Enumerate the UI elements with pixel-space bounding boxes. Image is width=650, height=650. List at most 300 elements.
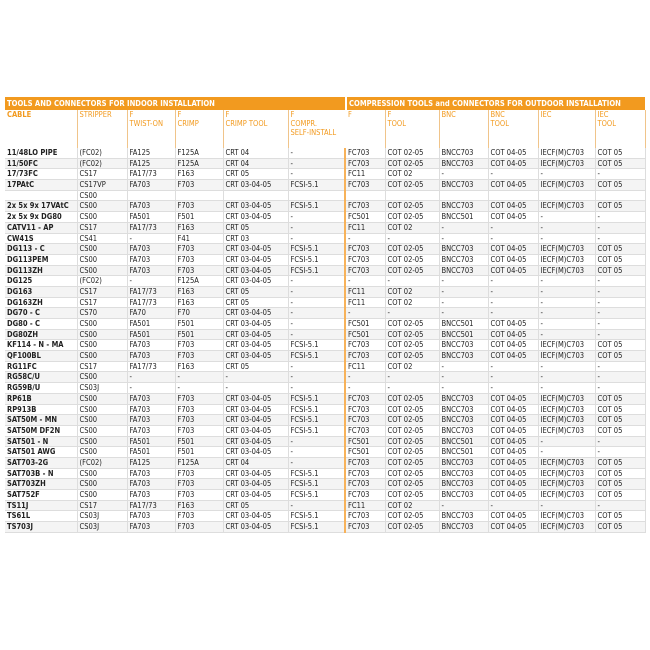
table-cell: -: [439, 286, 488, 297]
table-cell: CS00: [77, 415, 127, 426]
table-cell: FA703: [127, 490, 175, 501]
table-row: [5, 500, 645, 511]
column-header: BNC: [439, 110, 488, 148]
table-cell: -: [288, 383, 345, 394]
table-cell: CS00: [77, 404, 127, 415]
cable-cell: 17PAtC: [5, 180, 77, 191]
table-cell: IECF(M)C703: [538, 148, 595, 158]
table-cell: COT 05: [595, 490, 645, 501]
table-cell: [175, 190, 223, 201]
table-cell: CS17: [77, 222, 127, 233]
table-row: [5, 212, 645, 223]
table-cell: -: [595, 169, 645, 180]
table-cell: -: [127, 233, 175, 244]
table-cell: -: [288, 361, 345, 372]
cable-cell: TS61L: [5, 511, 77, 522]
table-cell: FA703: [127, 340, 175, 351]
cable-cell: SAT703-2G: [5, 457, 77, 468]
cable-cell: DG113PEM: [5, 254, 77, 265]
table-cell: COT 02-05: [385, 479, 439, 490]
table-cell: -: [595, 383, 645, 394]
table-cell: -: [538, 372, 595, 383]
table-cell: CS00: [77, 436, 127, 447]
table-cell: CRT 05: [223, 169, 288, 180]
table-cell: F703: [175, 415, 223, 426]
table-cell: F703: [175, 254, 223, 265]
table-cell: CRT 03-04-05: [223, 329, 288, 340]
table-row: [5, 276, 645, 287]
table-cell: -: [288, 233, 345, 244]
table-cell: CRT 03-04-05: [223, 479, 288, 490]
table-cell: -: [488, 286, 538, 297]
table-cell: -: [488, 372, 538, 383]
table-cell: [223, 190, 288, 201]
column-header: F TOOL: [385, 110, 439, 148]
table-cell: COT 02: [385, 286, 439, 297]
table-cell: F703: [175, 201, 223, 212]
table-row: [5, 372, 645, 383]
column-header: F CRIMP TOOL: [223, 110, 288, 148]
table-cell: COT 04-05: [488, 479, 538, 490]
table-cell: F163: [175, 500, 223, 511]
table-row: [5, 415, 645, 426]
table-cell: CS00: [77, 479, 127, 490]
table-cell: CS00: [77, 340, 127, 351]
table-row: [5, 201, 645, 212]
table-cell: -: [288, 158, 345, 169]
table-cell: COT 02: [385, 361, 439, 372]
table-cell: COT 02-05: [385, 329, 439, 340]
table-cell: -: [345, 372, 385, 383]
table-cell: -: [595, 297, 645, 308]
table-cell: COT 02-05: [385, 201, 439, 212]
table-cell: -: [288, 319, 345, 330]
table-cell: BNCC703: [439, 340, 488, 351]
table-cell: FC703: [345, 201, 385, 212]
cable-cell: RP913B: [5, 404, 77, 415]
table-cell: FC703: [345, 404, 385, 415]
column-header: IEC: [538, 110, 595, 148]
table-cell: -: [439, 169, 488, 180]
table-row: [5, 351, 645, 362]
table-cell: -: [439, 308, 488, 319]
table-cell: CS03J: [77, 383, 127, 394]
table-cell: -: [288, 286, 345, 297]
table-cell: -: [488, 222, 538, 233]
table-cell: COT 02-05: [385, 148, 439, 158]
table-cell: F163: [175, 361, 223, 372]
cable-cell: RG11FC: [5, 361, 77, 372]
table-cell: -: [595, 276, 645, 287]
cable-cell: SAT703ZH: [5, 479, 77, 490]
table-cell: (FC02): [77, 148, 127, 158]
table-cell: COT 05: [595, 415, 645, 426]
table-cell: CS17: [77, 169, 127, 180]
table-cell: COT 02: [385, 500, 439, 511]
table-cell: F125A: [175, 457, 223, 468]
table-cell: CRT 03-04-05: [223, 511, 288, 522]
table-cell: FC703: [345, 425, 385, 436]
table-cell: F703: [175, 340, 223, 351]
table-row: [5, 180, 645, 191]
table-cell: -: [345, 233, 385, 244]
table-cell: CS17: [77, 297, 127, 308]
table-cell: CRT 03-04-05: [223, 244, 288, 255]
table-cell: FCSI-5.1: [288, 393, 345, 404]
column-header: F COMPR. SELF-INSTALL: [288, 110, 345, 148]
table-cell: FC703: [345, 415, 385, 426]
table-cell: COT 02-05: [385, 351, 439, 362]
table-cell: BNCC501: [439, 436, 488, 447]
table-row: [5, 522, 645, 533]
table-cell: CS00: [77, 201, 127, 212]
column-header: F CRIMP: [175, 110, 223, 148]
table-cell: -: [488, 500, 538, 511]
table-cell: IECF(M)C703: [538, 511, 595, 522]
table-cell: COT 05: [595, 244, 645, 255]
table-cell: BNCC703: [439, 425, 488, 436]
cable-cell: KF114 - N - MA: [5, 340, 77, 351]
table-cell: FC11: [345, 500, 385, 511]
table-cell: F163: [175, 286, 223, 297]
table-cell: F163: [175, 169, 223, 180]
table-cell: COT 04-05: [488, 158, 538, 169]
table-row: [5, 393, 645, 404]
table-cell: F501: [175, 447, 223, 458]
table-row: [5, 329, 645, 340]
table-row: [5, 479, 645, 490]
table-cell: COT 02-05: [385, 212, 439, 223]
table-cell: COT 04-05: [488, 425, 538, 436]
table-cell: COT 05: [595, 340, 645, 351]
table-cell: COT 05: [595, 522, 645, 533]
table-cell: FA501: [127, 447, 175, 458]
cable-cell: SAT501 - N: [5, 436, 77, 447]
table-row: [5, 244, 645, 255]
table-cell: (FC02): [77, 276, 127, 287]
table-cell: CRT 03-04-05: [223, 340, 288, 351]
table-cell: -: [439, 222, 488, 233]
table-cell: F501: [175, 319, 223, 330]
table-cell: BNCC703: [439, 490, 488, 501]
table-cell: CRT 05: [223, 500, 288, 511]
table-cell: CS00: [77, 447, 127, 458]
table-cell: -: [439, 233, 488, 244]
table-cell: COT 02: [385, 297, 439, 308]
table-cell: FA703: [127, 415, 175, 426]
table-cell: FC703: [345, 457, 385, 468]
table-cell: -: [595, 500, 645, 511]
table-cell: FA125: [127, 158, 175, 169]
table-cell: FA70: [127, 308, 175, 319]
cable-cell: SAT703B - N: [5, 468, 77, 479]
table-cell: COT 02-05: [385, 415, 439, 426]
table-cell: FCSI-5.1: [288, 180, 345, 191]
column-header: IEC TOOL: [595, 110, 645, 148]
table-cell: BNCC501: [439, 447, 488, 458]
cable-cell: CATV11 - AP: [5, 222, 77, 233]
table-cell: BNCC703: [439, 148, 488, 158]
table-row: [5, 383, 645, 394]
table-cell: -: [288, 436, 345, 447]
table-cell: -: [439, 383, 488, 394]
table-cell: FC501: [345, 319, 385, 330]
table-cell: FC703: [345, 522, 385, 533]
table-cell: -: [595, 319, 645, 330]
table-cell: FC501: [345, 329, 385, 340]
table-cell: F703: [175, 425, 223, 436]
table-cell: F703: [175, 490, 223, 501]
table-cell: COT 04-05: [488, 212, 538, 223]
table-cell: COT 04-05: [488, 265, 538, 276]
table-cell: (FC02): [77, 158, 127, 169]
table-cell: F703: [175, 479, 223, 490]
table-cell: F125A: [175, 276, 223, 287]
table-cell: COT 04-05: [488, 522, 538, 533]
table-cell: CS00: [77, 212, 127, 223]
table-cell: CS03J: [77, 522, 127, 533]
table-cell: CRT 03-04-05: [223, 308, 288, 319]
table-cell: -: [595, 436, 645, 447]
table-cell: -: [223, 383, 288, 394]
table-cell: FA501: [127, 436, 175, 447]
table-cell: -: [439, 361, 488, 372]
table-cell: COT 02: [385, 222, 439, 233]
table-row: [5, 404, 645, 415]
table-cell: IECF(M)C703: [538, 457, 595, 468]
connector-table: [5, 110, 646, 533]
cable-cell: 11/48LO PIPE: [5, 148, 77, 158]
table-cell: FC11: [345, 222, 385, 233]
table-cell: -: [385, 372, 439, 383]
table-cell: COT 05: [595, 468, 645, 479]
table-cell: IECF(M)C703: [538, 393, 595, 404]
table-cell: -: [595, 233, 645, 244]
table-cell: -: [538, 308, 595, 319]
table-cell: -: [538, 383, 595, 394]
table-cell: -: [288, 329, 345, 340]
table-cell: FCSI-5.1: [288, 511, 345, 522]
table-cell: -: [488, 297, 538, 308]
table-cell: IECF(M)C703: [538, 265, 595, 276]
table-header-row: [5, 110, 645, 148]
table-cell: BNCC703: [439, 415, 488, 426]
table-cell: -: [288, 297, 345, 308]
table-cell: -: [595, 361, 645, 372]
table-cell: COT 05: [595, 393, 645, 404]
table-cell: -: [175, 372, 223, 383]
table-cell: FCSI-5.1: [288, 201, 345, 212]
table-cell: COT 02-05: [385, 180, 439, 191]
cable-cell: DG125: [5, 276, 77, 287]
table-cell: F41: [175, 233, 223, 244]
cable-cell: QF100BL: [5, 351, 77, 362]
table-cell: -: [488, 361, 538, 372]
table-cell: COT 02-05: [385, 319, 439, 330]
cable-cell: 11/50FC: [5, 158, 77, 169]
table-cell: FC703: [345, 148, 385, 158]
table-cell: CRT 03-04-05: [223, 447, 288, 458]
table-cell: COT 05: [595, 180, 645, 191]
column-header: F TWIST-ON: [127, 110, 175, 148]
table-cell: FCSI-5.1: [288, 340, 345, 351]
table-row: [5, 447, 645, 458]
table-cell: F703: [175, 468, 223, 479]
table-cell: -: [538, 297, 595, 308]
table-cell: CRT 03-04-05: [223, 522, 288, 533]
table-row: [5, 148, 645, 158]
table-cell: FA703: [127, 244, 175, 255]
table-cell: BNCC501: [439, 319, 488, 330]
table-cell: FA125: [127, 457, 175, 468]
table-cell: COT 04-05: [488, 329, 538, 340]
table-cell: FC703: [345, 340, 385, 351]
table-cell: IECF(M)C703: [538, 340, 595, 351]
cable-cell: DG113ZH: [5, 265, 77, 276]
table-row: [5, 190, 645, 201]
table-cell: FC703: [345, 158, 385, 169]
table-cell: CS00: [77, 393, 127, 404]
table-cell: FA17/73: [127, 222, 175, 233]
table-cell: FA703: [127, 254, 175, 265]
outdoor-section-title: COMPRESSION TOOLS and CONNECTORS FOR OUTDOOR INSTALLATION: [347, 97, 645, 110]
table-cell: COT 02-05: [385, 447, 439, 458]
column-header: F: [345, 110, 385, 148]
cable-cell: RG58C/U: [5, 372, 77, 383]
table-cell: [127, 190, 175, 201]
cable-cell: DG70 - C: [5, 308, 77, 319]
table-cell: COT 04-05: [488, 415, 538, 426]
cable-cell: 2x 5x 9x 17VAtC: [5, 201, 77, 212]
table-cell: CRT 03: [223, 233, 288, 244]
table-cell: FC703: [345, 468, 385, 479]
column-header: STRIPPER: [77, 110, 127, 148]
table-cell: -: [538, 286, 595, 297]
table-cell: COT 05: [595, 158, 645, 169]
table-cell: IECF(M)C703: [538, 468, 595, 479]
table-cell: -: [595, 286, 645, 297]
compatibility-sheet: [5, 97, 645, 533]
table-cell: -: [288, 276, 345, 287]
table-cell: BNCC703: [439, 254, 488, 265]
table-cell: FC11: [345, 361, 385, 372]
table-cell: COT 02-05: [385, 511, 439, 522]
table-cell: -: [488, 233, 538, 244]
table-cell: -: [288, 447, 345, 458]
table-cell: BNCC703: [439, 351, 488, 362]
table-cell: -: [385, 233, 439, 244]
table-cell: COT 04-05: [488, 457, 538, 468]
table-cell: -: [288, 169, 345, 180]
table-cell: FA703: [127, 468, 175, 479]
table-cell: FA501: [127, 329, 175, 340]
table-cell: CRT 03-04-05: [223, 490, 288, 501]
table-cell: CS00: [77, 425, 127, 436]
table-cell: -: [385, 383, 439, 394]
table-cell: CS17: [77, 500, 127, 511]
table-cell: FC703: [345, 180, 385, 191]
table-cell: -: [223, 372, 288, 383]
table-cell: CRT 03-04-05: [223, 404, 288, 415]
table-body: [5, 148, 645, 532]
table-cell: FCSI-5.1: [288, 351, 345, 362]
table-cell: CS00: [77, 329, 127, 340]
table-row: [5, 286, 645, 297]
table-cell: -: [175, 383, 223, 394]
table-cell: CRT 03-04-05: [223, 468, 288, 479]
table-cell: -: [288, 148, 345, 158]
table-cell: FC703: [345, 265, 385, 276]
table-cell: CRT 04: [223, 457, 288, 468]
table-cell: [345, 190, 385, 201]
table-cell: IECF(M)C703: [538, 490, 595, 501]
table-cell: FA703: [127, 425, 175, 436]
table-cell: CS03J: [77, 511, 127, 522]
table-cell: -: [127, 372, 175, 383]
cable-cell: 17/73FC: [5, 169, 77, 180]
table-cell: IECF(M)C703: [538, 522, 595, 533]
table-cell: FA125: [127, 148, 175, 158]
table-cell: -: [538, 169, 595, 180]
table-cell: FA703: [127, 479, 175, 490]
table-cell: FA703: [127, 265, 175, 276]
table-cell: COT 04-05: [488, 436, 538, 447]
table-cell: [488, 190, 538, 201]
table-cell: FA17/73: [127, 500, 175, 511]
table-cell: CRT 03-04-05: [223, 201, 288, 212]
table-cell: [538, 190, 595, 201]
table-cell: COT 04-05: [488, 490, 538, 501]
cable-cell: SAT752F: [5, 490, 77, 501]
table-cell: [385, 190, 439, 201]
table-cell: COT 05: [595, 351, 645, 362]
table-cell: CRT 03-04-05: [223, 212, 288, 223]
table-cell: FCSI-5.1: [288, 244, 345, 255]
table-cell: COT 05: [595, 201, 645, 212]
table-cell: FC703: [345, 254, 385, 265]
table-cell: -: [488, 383, 538, 394]
table-cell: BNCC703: [439, 393, 488, 404]
table-cell: IECF(M)C703: [538, 244, 595, 255]
table-cell: CRT 03-04-05: [223, 436, 288, 447]
table-cell: BNCC703: [439, 457, 488, 468]
table-cell: -: [538, 500, 595, 511]
table-cell: COT 02-05: [385, 254, 439, 265]
table-cell: IECF(M)C703: [538, 180, 595, 191]
table-cell: -: [288, 372, 345, 383]
table-cell: COT 04-05: [488, 511, 538, 522]
table-cell: COT 04-05: [488, 148, 538, 158]
table-cell: COT 04-05: [488, 468, 538, 479]
cable-cell: TS703J: [5, 522, 77, 533]
table-cell: COT 04-05: [488, 340, 538, 351]
cable-cell: SAT501 AWG: [5, 447, 77, 458]
table-cell: -: [288, 500, 345, 511]
table-cell: -: [439, 372, 488, 383]
table-row: [5, 468, 645, 479]
table-cell: -: [488, 276, 538, 287]
table-cell: FC11: [345, 286, 385, 297]
table-cell: F703: [175, 511, 223, 522]
table-cell: CRT 05: [223, 286, 288, 297]
indoor-section-title: TOOLS AND CONNECTORS FOR INDOOR INSTALLATION: [5, 97, 345, 110]
column-header: BNC TOOL: [488, 110, 538, 148]
table-cell: CRT 03-04-05: [223, 276, 288, 287]
table-cell: -: [538, 436, 595, 447]
table-cell: IECF(M)C703: [538, 415, 595, 426]
table-cell: COT 02-05: [385, 404, 439, 415]
cable-cell: DG163ZH: [5, 297, 77, 308]
